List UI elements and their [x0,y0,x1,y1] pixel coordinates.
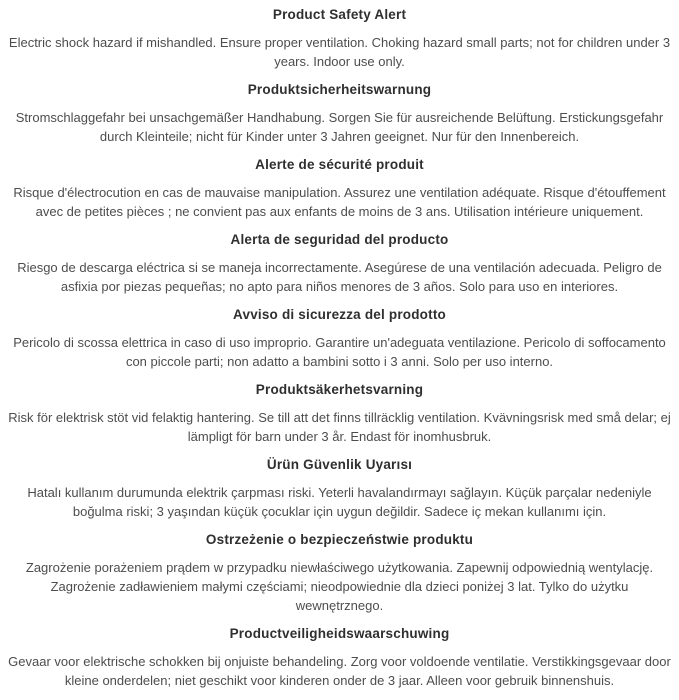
safety-section-pl [6,531,673,615]
section-body-it: Pericolo di scossa elettrica in caso di uso improprio. Garantire un'adeguata ventilazione. Pericolo di soffocamento con piccole parti; non adatto a bambini sotto i 3 anni. Solo per uso interno. [13,335,666,369]
safety-section-tr [6,456,673,521]
section-heading-fr: Alerte de sécurité produit [255,157,424,172]
section-body-sv: Risk för elektrisk stöt vid felaktig hantering. Se till att det finns tillräcklig ventilation. Kvävningsrisk med små delar; ej lämpligt för barn under 3 år. Endast för inomhusbruk. [8,410,671,444]
safety-section-sv [6,381,673,446]
section-heading-sv: Produktsäkerhetsvarning [255,382,424,397]
section-body-pl: Zagrożenie porażeniem prądem w przypadku niewłaściwego użytkowania. Zapewnij odpowiednią wentylację. Zagrożenie zadławieniem małymi częściami; nieodpowiednie dla dzieci poniżej 3 lat. Tylko do użytku wewnętrznego. [25,560,654,613]
section-heading-en: Product Safety Alert [272,7,407,22]
section-body-es: Riesgo de descarga eléctrica si se maneja incorrectamente. Asegúrese de una ventilación adecuada. Peligro de asfixia por piezas pequeñas; no apto para niños menores de 3 años. Solo para uso en interiores. [17,260,662,294]
safety-section-nl [6,625,673,690]
section-heading-tr: Ürün Güvenlik Uyarısı [266,457,413,472]
section-body-fr: Risque d'électrocution en cas de mauvaise manipulation. Assurez une ventilation adéquate. Risque d'étouffement avec de petites pièces ; ne convient pas aux enfants de moins de 3 ans. Utilisation intérieure uniquement. [13,185,666,219]
section-body-en: Electric shock hazard if mishandled. Ensure proper ventilation. Choking hazard small parts; not for children under 3 years. Indoor use only. [8,35,671,69]
safety-section-fr [6,156,673,221]
safety-section-de [6,81,673,146]
section-body-nl: Gevaar voor elektrische schokken bij onjuiste behandeling. Zorg voor voldoende ventilatie. Verstikkingsgevaar door kleine onderdelen; niet geschikt voor kinderen onder de 3 jaar. Alleen voor gebruik binnenshuis. [8,654,671,688]
section-body-tr: Hatalı kullanım durumunda elektrik çarpması riski. Yeterli havalandırmayı sağlayın. Küçük parçalar nedeniyle boğulma riski; 3 yaşından küçük çocuklar için uygun değildir. Sadece iç mekan kullanımı için. [27,485,652,519]
section-body-de: Stromschlaggefahr bei unsachgemäßer Handhabung. Sorgen Sie für ausreichende Belüftung. Erstickungsgefahr durch Kleinteile; nicht für Kinder unter 3 Jahren geeignet. Nur für den Innenbereich. [15,110,664,144]
safety-section-es [6,231,673,296]
section-heading-nl: Productveiligheidswaarschuwing [229,626,450,641]
safety-section-en [6,6,673,71]
safety-section-it [6,306,673,371]
section-heading-es: Alerta de seguridad del producto [230,232,449,247]
section-heading-de: Produktsicherheitswarnung [247,82,432,97]
section-heading-pl: Ostrzeżenie o bezpieczeństwie produktu [205,532,474,547]
section-heading-it: Avviso di sicurezza del prodotto [233,307,446,322]
